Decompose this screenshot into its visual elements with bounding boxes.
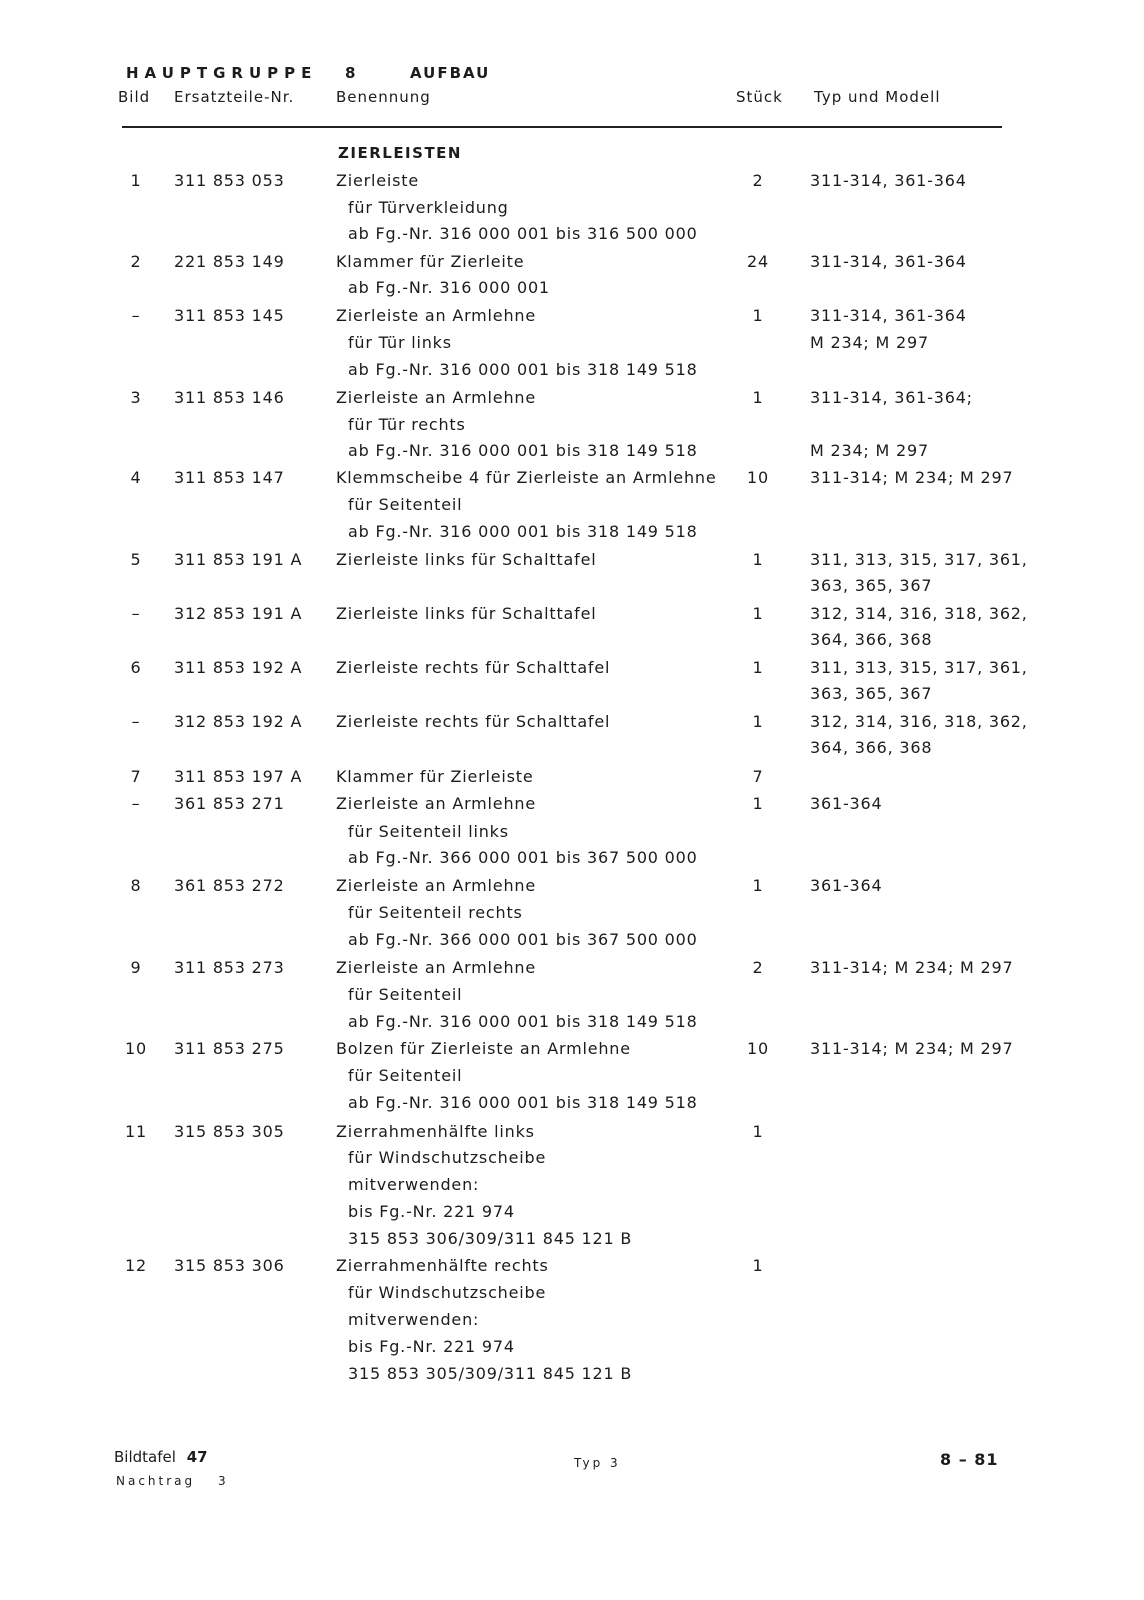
part-quantity: 1	[752, 658, 764, 677]
page-number: 8 – 81	[940, 1450, 999, 1469]
main-group-heading: HAUPTGRUPPE	[126, 64, 318, 82]
part-number: 311 853 053	[174, 171, 285, 190]
part-description: für Seitenteil	[348, 985, 463, 1004]
part-description: ab Fg.-Nr. 316 000 001 bis 318 149 518	[348, 1012, 698, 1031]
part-type-model: 311-314, 361-364;	[810, 388, 973, 407]
item-number: 3	[130, 388, 142, 407]
part-description: bis Fg.-Nr. 221 974	[348, 1337, 515, 1356]
part-description: Klammer für Zierleiste	[336, 767, 534, 786]
part-description: Zierleiste links für Schalttafel	[336, 604, 597, 623]
part-description: 315 853 306/309/311 845 121 B	[348, 1229, 633, 1248]
part-type-model: 361-364	[810, 794, 883, 813]
part-number: 311 853 197 A	[174, 767, 303, 786]
column-header-part-number: Ersatzteile-Nr.	[174, 88, 295, 106]
part-type-model: 312, 314, 316, 318, 362,	[810, 712, 1028, 731]
part-description: ab Fg.-Nr. 316 000 001 bis 316 500 000	[348, 224, 698, 243]
part-description: Zierrahmenhälfte rechts	[336, 1256, 549, 1275]
item-number: 2	[130, 252, 142, 271]
item-number: 4	[130, 468, 142, 487]
part-number: 221 853 149	[174, 252, 285, 271]
part-number: 361 853 271	[174, 794, 285, 813]
part-quantity: 10	[747, 468, 769, 487]
supplement-number: 3	[217, 1474, 229, 1488]
part-description: Zierleiste an Armlehne	[336, 958, 536, 977]
part-description: Zierleiste an Armlehne	[336, 876, 536, 895]
part-type-model: M 234; M 297	[810, 333, 929, 352]
part-type-model: 311, 313, 315, 317, 361,	[810, 658, 1028, 677]
part-quantity: 24	[747, 252, 769, 271]
part-description: ab Fg.-Nr. 316 000 001 bis 318 149 518	[348, 441, 698, 460]
part-description: ab Fg.-Nr. 366 000 001 bis 367 500 000	[348, 848, 698, 867]
part-type-model: 312, 314, 316, 318, 362,	[810, 604, 1028, 623]
plate-number: 47	[186, 1448, 208, 1466]
main-group-number: 8	[345, 64, 356, 82]
part-quantity: 2	[752, 958, 764, 977]
item-number: –	[131, 306, 141, 325]
part-description: ab Fg.-Nr. 316 000 001 bis 318 149 518	[348, 522, 698, 541]
part-type-model: M 234; M 297	[810, 441, 929, 460]
column-header-type-model: Typ und Modell	[814, 88, 941, 106]
part-description: für Tür links	[348, 333, 452, 352]
part-description: Zierleiste an Armlehne	[336, 306, 536, 325]
section-title: ZIERLEISTEN	[338, 144, 462, 162]
part-type-model: 363, 365, 367	[810, 684, 933, 703]
item-number: 11	[125, 1122, 147, 1141]
part-type-model: 311, 313, 315, 317, 361,	[810, 550, 1028, 569]
part-description: für Windschutzscheibe	[348, 1148, 547, 1167]
item-number: 12	[125, 1256, 147, 1275]
part-number: 311 853 191 A	[174, 550, 303, 569]
part-description: Zierleiste rechts für Schalttafel	[336, 712, 611, 731]
part-description: ab Fg.-Nr. 316 000 001 bis 318 149 518	[348, 1093, 698, 1112]
part-quantity: 1	[752, 388, 764, 407]
part-quantity: 1	[752, 604, 764, 623]
item-number: 1	[130, 171, 142, 190]
part-type-model: 363, 365, 367	[810, 576, 933, 595]
part-type-model: 311-314, 361-364	[810, 306, 967, 325]
part-type-model: 311-314; M 234; M 297	[810, 1039, 1014, 1058]
part-description: Zierrahmenhälfte links	[336, 1122, 535, 1141]
item-number: 5	[130, 550, 142, 569]
part-type-model: 311-314, 361-364	[810, 252, 967, 271]
part-description: Zierleiste	[336, 171, 420, 190]
part-number: 315 853 305	[174, 1122, 285, 1141]
part-number: 361 853 272	[174, 876, 285, 895]
item-number: 6	[130, 658, 142, 677]
part-number: 312 853 192 A	[174, 712, 303, 731]
part-description: Klemmscheibe 4 für Zierleiste an Armlehne	[336, 468, 717, 487]
part-type-model: 364, 366, 368	[810, 630, 933, 649]
part-description: Bolzen für Zierleiste an Armlehne	[336, 1039, 631, 1058]
part-number: 311 853 192 A	[174, 658, 303, 677]
item-number: 8	[130, 876, 142, 895]
item-number: –	[131, 604, 141, 623]
item-number: –	[131, 712, 141, 731]
part-quantity: 1	[752, 306, 764, 325]
part-quantity: 1	[752, 1256, 764, 1275]
part-number: 311 853 145	[174, 306, 285, 325]
part-number: 311 853 275	[174, 1039, 285, 1058]
supplement-label: Nachtrag	[116, 1474, 196, 1488]
part-description: 315 853 305/309/311 845 121 B	[348, 1364, 633, 1383]
part-type-model: 311-314; M 234; M 297	[810, 958, 1014, 977]
part-description: ab Fg.-Nr. 316 000 001 bis 318 149 518	[348, 360, 698, 379]
part-quantity: 1	[752, 550, 764, 569]
part-description: für Seitenteil links	[348, 822, 509, 841]
plate-label: Bildtafel	[114, 1448, 176, 1466]
part-type-model: 311-314; M 234; M 297	[810, 468, 1014, 487]
part-description: für Türverkleidung	[348, 198, 509, 217]
item-number: –	[131, 794, 141, 813]
part-description: Klammer für Zierleite	[336, 252, 525, 271]
item-number: 9	[130, 958, 142, 977]
part-quantity: 1	[752, 794, 764, 813]
part-description: Zierleiste rechts für Schalttafel	[336, 658, 611, 677]
part-description: ab Fg.-Nr. 366 000 001 bis 367 500 000	[348, 930, 698, 949]
part-description: für Tür rechts	[348, 415, 466, 434]
footer-plate	[114, 1448, 208, 1466]
part-description: Zierleiste links für Schalttafel	[336, 550, 597, 569]
part-number: 312 853 191 A	[174, 604, 303, 623]
part-type-model: 361-364	[810, 876, 883, 895]
item-number: 7	[130, 767, 142, 786]
part-quantity: 2	[752, 171, 764, 190]
section-heading: AUFBAU	[410, 64, 491, 82]
part-description: für Seitenteil	[348, 495, 463, 514]
part-description: Zierleiste an Armlehne	[336, 388, 536, 407]
part-type-model: 364, 366, 368	[810, 738, 933, 757]
part-number: 311 853 146	[174, 388, 285, 407]
part-quantity: 1	[752, 1122, 764, 1141]
part-number: 311 853 273	[174, 958, 285, 977]
part-number: 315 853 306	[174, 1256, 285, 1275]
part-description: mitverwenden:	[348, 1175, 480, 1194]
header-divider	[122, 126, 1002, 128]
part-quantity: 10	[747, 1039, 769, 1058]
column-header-bild: Bild	[118, 88, 151, 106]
part-quantity: 1	[752, 712, 764, 731]
part-description: für Seitenteil rechts	[348, 903, 523, 922]
item-number: 10	[125, 1039, 147, 1058]
part-description: für Seitenteil	[348, 1066, 463, 1085]
part-description: für Windschutzscheibe	[348, 1283, 547, 1302]
part-description: bis Fg.-Nr. 221 974	[348, 1202, 515, 1221]
part-quantity: 7	[752, 767, 764, 786]
part-type-model: 311-314, 361-364	[810, 171, 967, 190]
column-header-description: Benennung	[336, 88, 431, 106]
part-description: Zierleiste an Armlehne	[336, 794, 536, 813]
part-description: mitverwenden:	[348, 1310, 480, 1329]
part-number: 311 853 147	[174, 468, 285, 487]
column-header-quantity: Stück	[736, 88, 783, 106]
footer-type: Typ 3	[574, 1456, 621, 1470]
part-description: ab Fg.-Nr. 316 000 001	[348, 278, 550, 297]
part-quantity: 1	[752, 876, 764, 895]
footer-supplement	[116, 1474, 229, 1488]
